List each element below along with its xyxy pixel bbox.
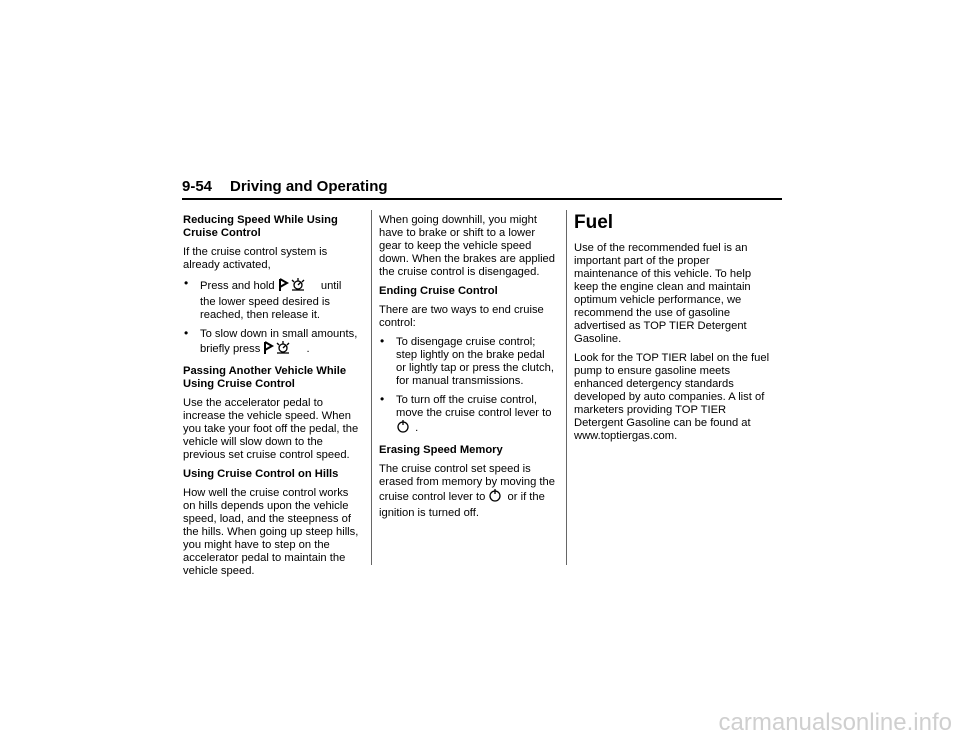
subheading: Passing Another Vehicle While Using Cruise Control bbox=[183, 365, 347, 390]
section-heading: Fuel bbox=[574, 212, 614, 233]
column-divider bbox=[371, 210, 372, 565]
bullet-text: . bbox=[306, 343, 310, 355]
paragraph: Use of the recommended fuel is an important part of the proper maintenance of this vehicle. To help keep the engine clean and maintain optimum vehicle performance, we recommend the use of gasoline advertised as TOP TIER Detergent Gasoline. bbox=[574, 242, 752, 345]
set-decel-icon bbox=[263, 341, 303, 359]
column-2 bbox=[379, 214, 557, 526]
column-divider bbox=[566, 210, 567, 565]
paragraph: Look for the TOP TIER label on the fuel pump to ensure gasoline meets enhanced detergency standards developed by auto companies. A list of marketers providing TOP TIER Detergent Gasoline can be found at www.toptiergas.com. bbox=[574, 352, 770, 442]
page-number: 9-54 bbox=[182, 178, 213, 195]
section-title: Driving and Operating bbox=[230, 178, 388, 195]
paragraph-text: The cruise control set speed is erased from memory by moving the cruise control lever to bbox=[379, 463, 555, 503]
subheading: Erasing Speed Memory bbox=[379, 444, 503, 456]
paragraph: When going downhill, you might have to brake or shift to a lower gear to keep the vehicle speed down. When the brakes are applied the cruise control is disengaged. bbox=[379, 214, 556, 278]
column-3 bbox=[574, 212, 774, 449]
bullet-text: To slow down in small amounts, briefly press bbox=[200, 328, 358, 355]
paragraph: If the cruise control system is already activated, bbox=[183, 246, 328, 271]
paragraph: Use the accelerator pedal to increase the vehicle speed. When you take your foot off the pedal, the vehicle will slow down to the previous set cruise control speed. bbox=[183, 397, 359, 461]
bullet-item bbox=[379, 394, 557, 438]
subheading: Reducing Speed While Using Cruise Control bbox=[183, 214, 338, 239]
bullet-item bbox=[183, 328, 360, 359]
bullet-text: To turn off the cruise control, move the cruise control lever to bbox=[396, 394, 552, 419]
paragraph bbox=[379, 463, 557, 520]
subheading: Using Cruise Control on Hills bbox=[183, 468, 339, 480]
bullet-text: until the lower speed desired is reached, then release it. bbox=[200, 280, 342, 321]
bullet-item: • To disengage cruise control; step lightly on the brake pedal or lightly tap or press the clutch, for manual transmissions. bbox=[379, 336, 557, 388]
watermark: carmanualsonline.info bbox=[718, 709, 952, 736]
bullet-text: . bbox=[415, 422, 419, 434]
column-1 bbox=[183, 214, 360, 584]
subheading: Ending Cruise Control bbox=[379, 285, 498, 297]
paragraph: There are two ways to end cruise control: bbox=[379, 304, 544, 329]
paragraph-text: or if the ignition is turned off. bbox=[379, 491, 545, 519]
paragraph: How well the cruise control works on hills depends upon the vehicle speed, load, and the steepness of the hills. When going up steep hills, you might have to step on the accelerator pedal to maintain the vehicle speed. bbox=[183, 487, 359, 577]
cruise-off-icon bbox=[488, 489, 504, 507]
page-header bbox=[182, 178, 782, 200]
cruise-off-icon bbox=[396, 420, 412, 438]
bullet-item bbox=[183, 278, 360, 322]
bullet-text: Press and hold bbox=[200, 280, 275, 292]
set-decel-icon bbox=[278, 278, 318, 296]
